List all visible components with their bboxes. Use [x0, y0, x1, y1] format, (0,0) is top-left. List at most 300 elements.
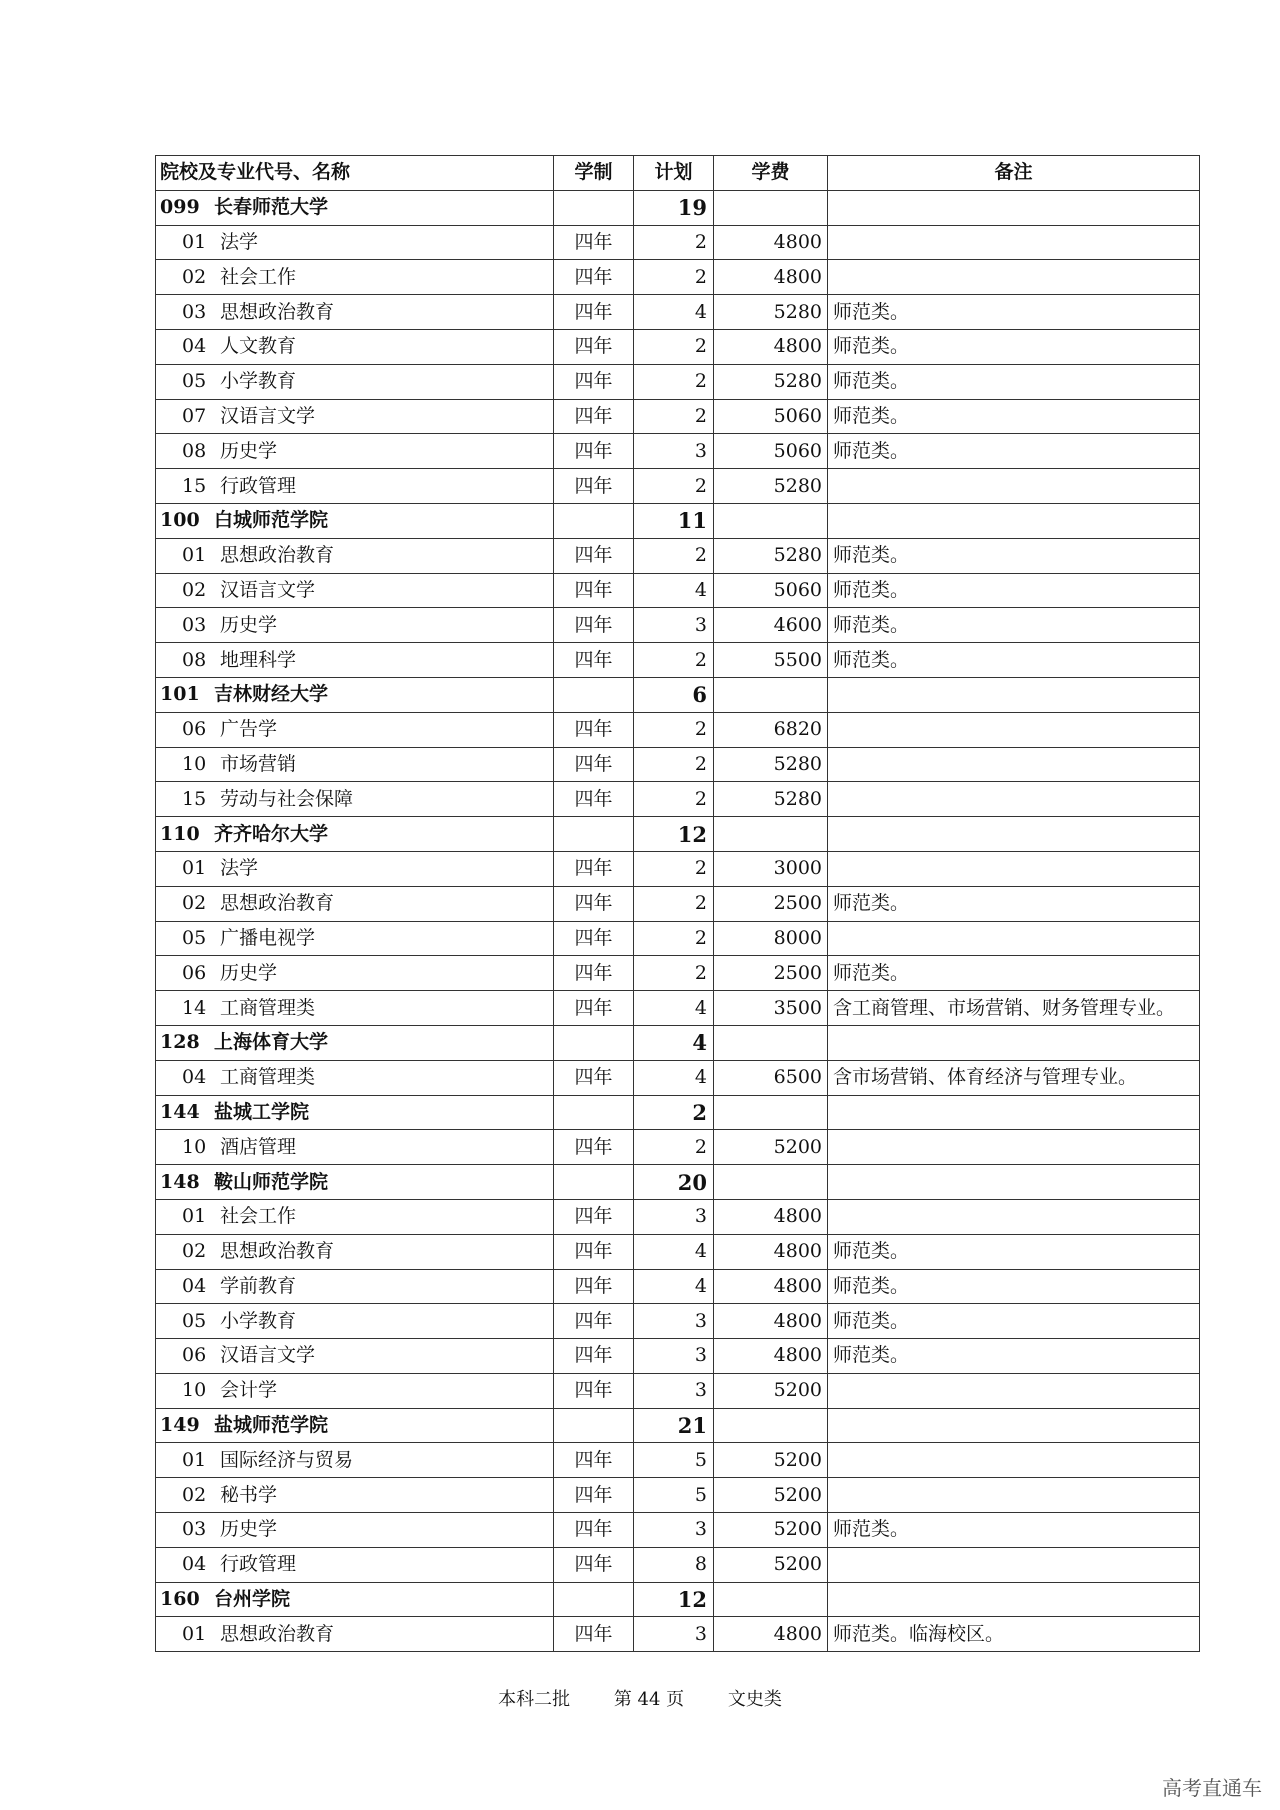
- plan-cell: 4: [634, 991, 714, 1026]
- major-row: [156, 538, 1200, 573]
- note-cell: [828, 921, 1200, 956]
- plan-cell: 2: [634, 225, 714, 260]
- note-cell: [828, 1165, 1200, 1200]
- plan-cell: 2: [634, 1130, 714, 1165]
- plan-cell: 3: [634, 1339, 714, 1374]
- major-row: [156, 1513, 1200, 1548]
- plan-cell: 3: [634, 608, 714, 643]
- major-row: [156, 921, 1200, 956]
- major-name: 劳动与社会保障: [220, 787, 354, 810]
- major-cell: [156, 747, 554, 782]
- fee-cell: 4800: [714, 1199, 828, 1234]
- major-cell: [156, 921, 554, 956]
- note-cell: [828, 190, 1200, 225]
- note-cell: [828, 1130, 1200, 1165]
- length-cell: 四年: [554, 747, 634, 782]
- fee-cell: 4800: [714, 1617, 828, 1652]
- note-cell: 师范类。: [828, 1269, 1200, 1304]
- major-row: [156, 1060, 1200, 1095]
- page-footer: [0, 1685, 1280, 1711]
- note-cell: [828, 1025, 1200, 1060]
- major-name: 思想政治教育: [220, 300, 335, 323]
- plan-cell: 3: [634, 1617, 714, 1652]
- note-cell: 师范类。: [828, 643, 1200, 678]
- major-cell: [156, 782, 554, 817]
- major-code: 02: [182, 578, 207, 601]
- institution-code: 149: [160, 1414, 200, 1437]
- institution-code: 160: [160, 1588, 200, 1611]
- plan-cell: 2: [634, 643, 714, 678]
- institution-name: 吉林财经大学: [214, 683, 329, 706]
- major-name: 广播电视学: [220, 926, 316, 949]
- institution-row: [156, 1408, 1200, 1443]
- fee-cell: 4800: [714, 225, 828, 260]
- length-cell: 四年: [554, 225, 634, 260]
- major-name: 思想政治教育: [220, 544, 335, 567]
- major-cell: [156, 1304, 554, 1339]
- length-cell: [554, 677, 634, 712]
- major-row: [156, 469, 1200, 504]
- note-cell: 师范类。: [828, 399, 1200, 434]
- major-row: [156, 1373, 1200, 1408]
- major-cell: [156, 469, 554, 504]
- plan-cell: 3: [634, 1304, 714, 1339]
- fee-cell: 3000: [714, 851, 828, 886]
- fee-cell: [714, 190, 828, 225]
- length-cell: 四年: [554, 538, 634, 573]
- major-name: 历史学: [220, 613, 278, 636]
- major-cell: [156, 295, 554, 330]
- note-cell: [828, 1443, 1200, 1478]
- fee-cell: 4800: [714, 1269, 828, 1304]
- note-cell: [828, 817, 1200, 852]
- major-code: 01: [182, 1448, 207, 1471]
- major-name: 思想政治教育: [220, 1622, 335, 1645]
- major-cell: [156, 538, 554, 573]
- institution-row: [156, 1095, 1200, 1130]
- institution-row: [156, 503, 1200, 538]
- institution-row: [156, 190, 1200, 225]
- fee-cell: 6820: [714, 712, 828, 747]
- length-cell: 四年: [554, 991, 634, 1026]
- length-cell: 四年: [554, 1478, 634, 1513]
- note-cell: [828, 851, 1200, 886]
- major-row: [156, 1547, 1200, 1582]
- major-cell: [156, 1373, 554, 1408]
- fee-cell: 5280: [714, 782, 828, 817]
- plan-cell: 2: [634, 956, 714, 991]
- major-code: 04: [182, 1274, 207, 1297]
- major-code: 02: [182, 265, 207, 288]
- major-code: 01: [182, 230, 207, 253]
- footer-batch: 本科二批: [498, 1689, 571, 1710]
- major-name: 历史学: [220, 439, 278, 462]
- plan-cell: 2: [634, 399, 714, 434]
- length-cell: 四年: [554, 921, 634, 956]
- length-cell: [554, 1095, 634, 1130]
- major-name: 法学: [220, 230, 259, 253]
- note-cell: 师范类。: [828, 956, 1200, 991]
- length-cell: 四年: [554, 782, 634, 817]
- major-name: 社会工作: [220, 1205, 297, 1228]
- fee-cell: 4800: [714, 1304, 828, 1339]
- major-code: 10: [182, 1379, 207, 1402]
- plan-cell: 5: [634, 1478, 714, 1513]
- length-cell: 四年: [554, 851, 634, 886]
- note-cell: 含工商管理、市场营销、财务管理专业。: [828, 991, 1200, 1026]
- major-code: 01: [182, 857, 207, 880]
- length-cell: 四年: [554, 1443, 634, 1478]
- institution-name: 上海体育大学: [214, 1031, 329, 1054]
- plan-cell: 8: [634, 1547, 714, 1582]
- length-cell: [554, 1582, 634, 1617]
- length-cell: 四年: [554, 1339, 634, 1374]
- note-cell: [828, 677, 1200, 712]
- major-name: 历史学: [220, 961, 278, 984]
- note-cell: [828, 1547, 1200, 1582]
- plan-cell: 4: [634, 295, 714, 330]
- major-cell: [156, 1617, 554, 1652]
- institution-name: 白城师范学院: [214, 509, 329, 532]
- major-cell: [156, 1060, 554, 1095]
- major-cell: [156, 712, 554, 747]
- fee-cell: 5060: [714, 573, 828, 608]
- fee-cell: 5280: [714, 295, 828, 330]
- major-name: 思想政治教育: [220, 1240, 335, 1263]
- fee-cell: 4800: [714, 1234, 828, 1269]
- major-cell: [156, 1199, 554, 1234]
- major-row: [156, 886, 1200, 921]
- length-cell: 四年: [554, 956, 634, 991]
- plan-cell: 4: [634, 1269, 714, 1304]
- major-row: [156, 1617, 1200, 1652]
- length-cell: 四年: [554, 295, 634, 330]
- major-name: 国际经济与贸易: [220, 1448, 354, 1471]
- institution-code: 144: [160, 1100, 200, 1123]
- major-cell: [156, 434, 554, 469]
- major-row: [156, 225, 1200, 260]
- length-cell: 四年: [554, 1269, 634, 1304]
- footer-page-number: 第 44 页: [613, 1689, 685, 1710]
- plan-cell: 2: [634, 851, 714, 886]
- fee-cell: 4800: [714, 260, 828, 295]
- fee-cell: 5200: [714, 1373, 828, 1408]
- major-row: [156, 260, 1200, 295]
- header-note: 备注: [828, 156, 1200, 191]
- major-name: 思想政治教育: [220, 892, 335, 915]
- major-row: [156, 329, 1200, 364]
- major-name: 地理科学: [220, 648, 297, 671]
- header-name: 院校及专业代号、名称: [156, 156, 554, 191]
- major-cell: [156, 608, 554, 643]
- major-name: 工商管理类: [220, 996, 316, 1019]
- plan-cell: 3: [634, 1513, 714, 1548]
- institution-code: 099: [160, 196, 200, 219]
- major-cell: [156, 399, 554, 434]
- fee-cell: 4800: [714, 1339, 828, 1374]
- institution-cell: [156, 503, 554, 538]
- note-cell: 师范类。: [828, 1304, 1200, 1339]
- major-cell: [156, 329, 554, 364]
- major-code: 06: [182, 1344, 207, 1367]
- major-cell: [156, 225, 554, 260]
- fee-cell: 5200: [714, 1478, 828, 1513]
- institution-code: 100: [160, 509, 200, 532]
- plan-cell: 2: [634, 747, 714, 782]
- length-cell: 四年: [554, 1547, 634, 1582]
- major-code: 07: [182, 404, 207, 427]
- major-code: 03: [182, 300, 207, 323]
- major-name: 广告学: [220, 718, 278, 741]
- institution-cell: [156, 1408, 554, 1443]
- length-cell: 四年: [554, 1060, 634, 1095]
- plan-cell: 2: [634, 921, 714, 956]
- length-cell: 四年: [554, 608, 634, 643]
- header-length: 学制: [554, 156, 634, 191]
- major-row: [156, 573, 1200, 608]
- major-cell: [156, 956, 554, 991]
- fee-cell: 5280: [714, 538, 828, 573]
- note-cell: 师范类。: [828, 1339, 1200, 1374]
- institution-cell: [156, 1095, 554, 1130]
- note-cell: [828, 1199, 1200, 1234]
- note-cell: 师范类。临海校区。: [828, 1617, 1200, 1652]
- major-row: [156, 747, 1200, 782]
- note-cell: [828, 747, 1200, 782]
- plan-cell: 19: [634, 190, 714, 225]
- major-row: [156, 1269, 1200, 1304]
- major-row: [156, 991, 1200, 1026]
- length-cell: 四年: [554, 1617, 634, 1652]
- major-row: [156, 399, 1200, 434]
- plan-cell: 3: [634, 1199, 714, 1234]
- major-code: 08: [182, 648, 207, 671]
- major-cell: [156, 1269, 554, 1304]
- note-cell: 师范类。: [828, 538, 1200, 573]
- plan-cell: 3: [634, 1373, 714, 1408]
- fee-cell: [714, 1025, 828, 1060]
- note-cell: 师范类。: [828, 434, 1200, 469]
- major-cell: [156, 1339, 554, 1374]
- length-cell: 四年: [554, 260, 634, 295]
- note-cell: [828, 503, 1200, 538]
- fee-cell: 5200: [714, 1130, 828, 1165]
- fee-cell: 5200: [714, 1547, 828, 1582]
- institution-cell: [156, 190, 554, 225]
- length-cell: 四年: [554, 1199, 634, 1234]
- major-code: 14: [182, 996, 207, 1019]
- fee-cell: [714, 1095, 828, 1130]
- major-code: 03: [182, 1518, 207, 1541]
- major-row: [156, 1234, 1200, 1269]
- fee-cell: [714, 1582, 828, 1617]
- institution-row: [156, 1025, 1200, 1060]
- major-row: [156, 1443, 1200, 1478]
- major-code: 02: [182, 892, 207, 915]
- fee-cell: 5280: [714, 364, 828, 399]
- major-code: 15: [182, 474, 207, 497]
- fee-cell: 6500: [714, 1060, 828, 1095]
- major-name: 汉语言文学: [220, 404, 316, 427]
- note-cell: [828, 469, 1200, 504]
- plan-cell: 5: [634, 1443, 714, 1478]
- fee-cell: 5060: [714, 434, 828, 469]
- plan-cell: 12: [634, 1582, 714, 1617]
- institution-cell: [156, 1165, 554, 1200]
- institution-name: 盐城师范学院: [214, 1414, 329, 1437]
- major-code: 06: [182, 718, 207, 741]
- table-body: [156, 190, 1200, 1651]
- fee-cell: 5280: [714, 747, 828, 782]
- fee-cell: [714, 677, 828, 712]
- major-row: [156, 1304, 1200, 1339]
- major-code: 01: [182, 544, 207, 567]
- length-cell: [554, 503, 634, 538]
- institution-name: 鞍山师范学院: [214, 1170, 329, 1193]
- fee-cell: 5200: [714, 1513, 828, 1548]
- major-code: 01: [182, 1622, 207, 1645]
- major-code: 02: [182, 1483, 207, 1506]
- fee-cell: 2500: [714, 886, 828, 921]
- note-cell: 师范类。: [828, 364, 1200, 399]
- major-name: 历史学: [220, 1518, 278, 1541]
- major-name: 小学教育: [220, 370, 297, 393]
- major-code: 08: [182, 439, 207, 462]
- major-name: 市场营销: [220, 752, 297, 775]
- header-plan: 计划: [634, 156, 714, 191]
- major-code: 05: [182, 1309, 207, 1332]
- major-name: 社会工作: [220, 265, 297, 288]
- note-cell: 师范类。: [828, 1513, 1200, 1548]
- major-cell: [156, 364, 554, 399]
- plan-cell: 2: [634, 712, 714, 747]
- major-cell: [156, 1130, 554, 1165]
- fee-cell: 5280: [714, 469, 828, 504]
- major-code: 04: [182, 1066, 207, 1089]
- length-cell: [554, 1025, 634, 1060]
- fee-cell: 3500: [714, 991, 828, 1026]
- plan-cell: 4: [634, 1025, 714, 1060]
- institution-code: 101: [160, 683, 200, 706]
- institution-row: [156, 1165, 1200, 1200]
- length-cell: 四年: [554, 364, 634, 399]
- plan-cell: 4: [634, 1060, 714, 1095]
- major-name: 行政管理: [220, 474, 297, 497]
- note-cell: [828, 1095, 1200, 1130]
- major-cell: [156, 1443, 554, 1478]
- plan-cell: 3: [634, 434, 714, 469]
- plan-cell: 12: [634, 817, 714, 852]
- length-cell: 四年: [554, 1513, 634, 1548]
- major-code: 10: [182, 752, 207, 775]
- major-code: 10: [182, 1135, 207, 1158]
- note-cell: 师范类。: [828, 1234, 1200, 1269]
- major-row: [156, 1339, 1200, 1374]
- institution-name: 盐城工学院: [214, 1100, 310, 1123]
- fee-cell: [714, 503, 828, 538]
- major-code: 05: [182, 370, 207, 393]
- fee-cell: [714, 1165, 828, 1200]
- institution-code: 110: [160, 822, 200, 845]
- length-cell: 四年: [554, 573, 634, 608]
- watermark: 高考直通车: [1162, 1776, 1262, 1800]
- length-cell: 四年: [554, 886, 634, 921]
- note-cell: [828, 1373, 1200, 1408]
- major-name: 学前教育: [220, 1274, 297, 1297]
- note-cell: [828, 782, 1200, 817]
- institution-row: [156, 1582, 1200, 1617]
- major-name: 酒店管理: [220, 1135, 297, 1158]
- plan-cell: 11: [634, 503, 714, 538]
- major-cell: [156, 851, 554, 886]
- major-code: 15: [182, 787, 207, 810]
- length-cell: 四年: [554, 1130, 634, 1165]
- institution-name: 齐齐哈尔大学: [214, 822, 329, 845]
- major-name: 会计学: [220, 1379, 278, 1402]
- major-row: [156, 782, 1200, 817]
- major-row: [156, 643, 1200, 678]
- footer-category: 文史类: [727, 1689, 782, 1710]
- major-code: 05: [182, 926, 207, 949]
- major-cell: [156, 573, 554, 608]
- note-cell: 师范类。: [828, 295, 1200, 330]
- table-header-row: [156, 156, 1200, 191]
- institution-cell: [156, 817, 554, 852]
- major-code: 04: [182, 335, 207, 358]
- plan-cell: 2: [634, 364, 714, 399]
- institution-code: 148: [160, 1170, 200, 1193]
- fee-cell: 2500: [714, 956, 828, 991]
- note-cell: [828, 1582, 1200, 1617]
- major-row: [156, 434, 1200, 469]
- plan-cell: 2: [634, 469, 714, 504]
- plan-cell: 2: [634, 329, 714, 364]
- institution-cell: [156, 677, 554, 712]
- note-cell: [828, 225, 1200, 260]
- plan-cell: 2: [634, 538, 714, 573]
- note-cell: [828, 1408, 1200, 1443]
- plan-cell: 4: [634, 573, 714, 608]
- major-cell: [156, 886, 554, 921]
- note-cell: [828, 712, 1200, 747]
- fee-cell: 5500: [714, 643, 828, 678]
- fee-cell: 4600: [714, 608, 828, 643]
- institution-cell: [156, 1582, 554, 1617]
- major-cell: [156, 643, 554, 678]
- note-cell: 师范类。: [828, 573, 1200, 608]
- length-cell: 四年: [554, 712, 634, 747]
- major-cell: [156, 1478, 554, 1513]
- major-row: [156, 608, 1200, 643]
- major-row: [156, 1130, 1200, 1165]
- plan-cell: 2: [634, 1095, 714, 1130]
- enrollment-plan-table: [155, 155, 1200, 1652]
- major-name: 小学教育: [220, 1309, 297, 1332]
- note-cell: 师范类。: [828, 329, 1200, 364]
- length-cell: 四年: [554, 399, 634, 434]
- major-cell: [156, 1547, 554, 1582]
- institution-row: [156, 677, 1200, 712]
- length-cell: 四年: [554, 1304, 634, 1339]
- header-fee: 学费: [714, 156, 828, 191]
- major-cell: [156, 260, 554, 295]
- major-row: [156, 851, 1200, 886]
- plan-cell: 6: [634, 677, 714, 712]
- fee-cell: 5060: [714, 399, 828, 434]
- institution-name: 台州学院: [214, 1588, 291, 1611]
- plan-cell: 4: [634, 1234, 714, 1269]
- fee-cell: 4800: [714, 329, 828, 364]
